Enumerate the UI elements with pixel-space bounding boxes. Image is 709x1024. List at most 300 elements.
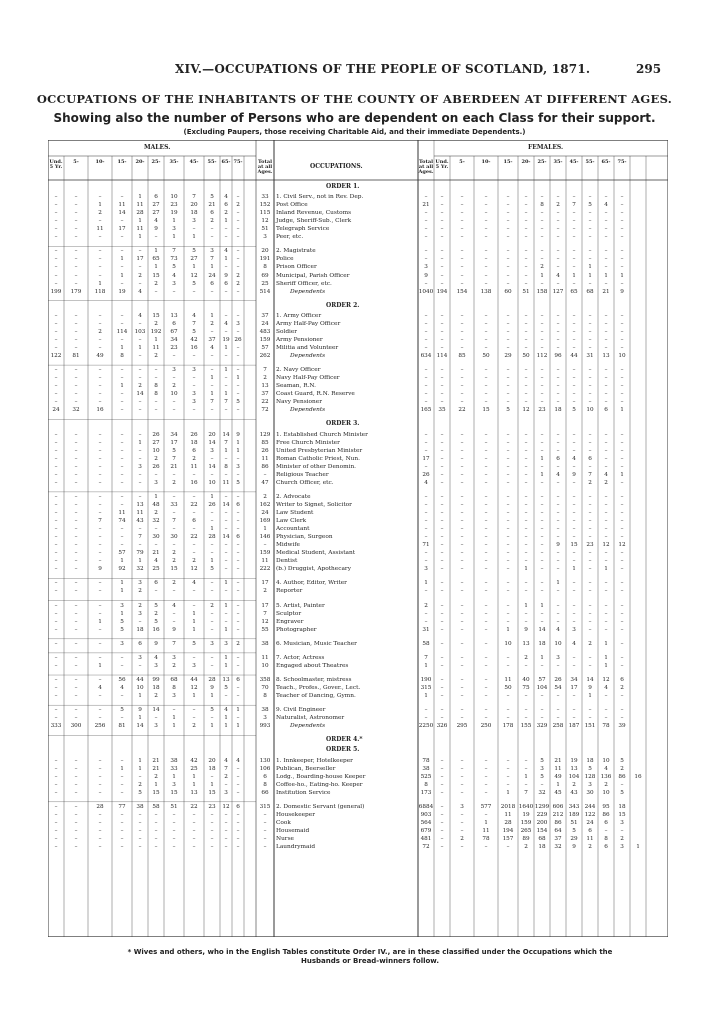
male-cell: 2 [236, 640, 240, 647]
male-cell: – [120, 479, 124, 486]
male-cell: 152 [259, 202, 271, 209]
male-cell: – [172, 407, 176, 414]
male-cell: – [74, 336, 78, 343]
female-cell: – [440, 765, 444, 772]
female-cell: – [620, 447, 624, 454]
male-cell: – [74, 312, 78, 319]
female-cell: – [440, 566, 444, 573]
male-cell: – [74, 463, 78, 470]
male-cell: 1 [192, 693, 196, 700]
male-cell: 2 [263, 375, 267, 382]
male-cell: – [74, 610, 78, 617]
male-cell: 49 [96, 353, 104, 360]
female-cell: – [506, 226, 510, 233]
female-cell: – [440, 194, 444, 201]
male-col-header: 10- [95, 159, 105, 165]
male-cell: – [120, 280, 124, 287]
female-cell: 58 [422, 640, 430, 647]
female-cell: 18 [554, 407, 562, 414]
male-cell: – [172, 707, 176, 714]
male-cell: – [98, 248, 102, 255]
male-cell: – [192, 715, 196, 722]
male-cell: – [138, 248, 142, 255]
female-cell: 138 [480, 288, 492, 295]
female-cell: 1 [524, 773, 528, 780]
male-cell: 2 [138, 602, 142, 609]
female-cell: – [556, 320, 560, 327]
male-cell: 13 [136, 501, 144, 508]
female-cell: – [506, 320, 510, 327]
male-cell: – [74, 479, 78, 486]
female-cell: – [556, 264, 560, 271]
male-cell: 3 [224, 640, 228, 647]
male-cell: 4 [172, 272, 176, 279]
male-cell: 9 [210, 685, 214, 692]
female-cell: – [588, 626, 592, 633]
female-cell: – [556, 336, 560, 343]
female-cell: 60 [504, 288, 512, 295]
female-cell: 5 [588, 765, 592, 772]
occupation-label: Dependents [290, 407, 326, 414]
male-cell: – [172, 819, 176, 826]
female-cell: – [484, 715, 488, 722]
female-cell: – [524, 765, 528, 772]
female-cell: – [424, 501, 428, 508]
female-cell: 24 [586, 819, 594, 826]
female-cell: 19 [570, 757, 578, 764]
male-cell: 37 [261, 391, 269, 398]
male-cell: – [210, 811, 214, 818]
male-cell: – [98, 234, 102, 241]
female-cell: – [604, 693, 608, 700]
female-cell: 44 [570, 353, 578, 360]
male-cell: 26 [190, 431, 198, 438]
male-cell: – [210, 226, 214, 233]
female-cell: – [460, 715, 464, 722]
female-cell: – [556, 256, 560, 263]
male-cell: – [120, 654, 124, 661]
male-cell: 5 [224, 685, 228, 692]
male-cell: 51 [261, 226, 269, 233]
female-cell: 128 [584, 773, 596, 780]
male-cell: 1 [138, 439, 142, 446]
female-cell: – [460, 218, 464, 225]
male-cell: 3 [210, 447, 214, 454]
female-cell: – [604, 455, 608, 462]
male-cell: 26 [261, 447, 269, 454]
female-cell: – [506, 518, 510, 525]
occupation-label: Engraver [276, 618, 304, 625]
male-cell: – [54, 383, 58, 390]
female-cell: – [588, 618, 592, 625]
female-cell: – [604, 707, 608, 714]
male-cell: 3 [172, 781, 176, 788]
male-cell: – [263, 819, 267, 826]
female-cell: 1 [540, 455, 544, 462]
male-cell: 4 [224, 707, 228, 714]
female-cell: – [604, 610, 608, 617]
female-cell: – [524, 693, 528, 700]
female-cell: 2 [540, 264, 544, 271]
male-cell: – [74, 218, 78, 225]
male-cell: 11 [118, 202, 126, 209]
male-cell: 11 [96, 226, 104, 233]
male-cell: 1 [210, 526, 214, 533]
female-cell: – [484, 844, 488, 851]
female-cell: – [506, 383, 510, 390]
male-cell: – [120, 439, 124, 446]
male-cell: – [236, 493, 240, 500]
male-cell: 8 [263, 693, 267, 700]
male-cell: – [236, 654, 240, 661]
female-cell: – [604, 463, 608, 470]
male-cell: 21 [152, 765, 160, 772]
male-cell: – [224, 550, 228, 557]
male-cell: 1 [210, 493, 214, 500]
male-cell: – [98, 344, 102, 351]
female-cell: 6 [588, 455, 592, 462]
male-cell: – [236, 210, 240, 217]
male-cell: – [224, 312, 228, 319]
male-cell: – [224, 844, 228, 851]
male-cell: 27 [152, 202, 160, 209]
male-cell: 28 [136, 210, 144, 217]
female-cell: – [484, 707, 488, 714]
female-col-header: 20- [521, 159, 531, 165]
male-cell: – [154, 407, 158, 414]
male-cell: 13 [170, 312, 178, 319]
occupation-label: Sculptor [276, 610, 302, 617]
female-cell: – [440, 715, 444, 722]
female-cell: – [588, 431, 592, 438]
female-cell: – [540, 312, 544, 319]
female-cell: 21 [602, 288, 610, 295]
female-cell: – [484, 312, 488, 319]
female-cell: – [506, 272, 510, 279]
female-cell: – [484, 447, 488, 454]
female-cell: – [440, 580, 444, 587]
female-cell: – [506, 715, 510, 722]
female-cell: 26 [554, 677, 562, 684]
male-cell: 4 [224, 194, 228, 201]
female-cell: – [540, 194, 544, 201]
male-cell: – [98, 375, 102, 382]
male-cell: 33 [261, 194, 269, 201]
female-cell: – [620, 618, 624, 625]
male-cell: 2 [210, 602, 214, 609]
occupation-label: Dependents [290, 288, 326, 295]
female-cell: – [460, 566, 464, 573]
male-cell: 1 [172, 234, 176, 241]
male-cell: – [138, 280, 142, 287]
female-cell: 104 [568, 773, 580, 780]
male-cell: 1 [224, 723, 228, 730]
male-cell: – [154, 819, 158, 826]
female-cell: – [588, 399, 592, 406]
female-cell: – [540, 218, 544, 225]
male-cell: 11 [136, 509, 144, 516]
male-col-header: 75- [233, 159, 243, 165]
female-cell: – [524, 618, 528, 625]
male-cell: – [236, 248, 240, 255]
male-cell: – [54, 566, 58, 573]
male-cell: 85 [261, 439, 269, 446]
female-cell: – [540, 479, 544, 486]
female-cell: – [540, 234, 544, 241]
female-cell: – [506, 248, 510, 255]
female-cell: – [460, 280, 464, 287]
female-cell: – [572, 715, 576, 722]
male-cell: 2 [154, 693, 158, 700]
female-cell: – [540, 447, 544, 454]
female-cell: – [556, 280, 560, 287]
male-cell: – [210, 550, 214, 557]
female-cell: – [604, 618, 608, 625]
female-cell: – [506, 534, 510, 541]
female-cell: – [620, 383, 624, 390]
female-cell: 114 [436, 353, 448, 360]
male-cell: – [98, 391, 102, 398]
male-cell: – [54, 588, 58, 595]
female-cell: – [604, 280, 608, 287]
male-cell: 192 [150, 328, 162, 335]
female-cell: – [460, 272, 464, 279]
male-cell: – [74, 715, 78, 722]
female-cell: – [524, 375, 528, 382]
male-cell: – [138, 773, 142, 780]
female-cell: – [484, 580, 488, 587]
male-cell: 1 [236, 439, 240, 446]
female-cell: 9 [572, 471, 576, 478]
male-cell: – [120, 757, 124, 764]
male-cell: – [74, 194, 78, 201]
male-cell: 11 [222, 479, 230, 486]
male-cell: – [224, 383, 228, 390]
male-cell: – [54, 827, 58, 834]
male-cell: – [138, 336, 142, 343]
male-cell: 11 [118, 509, 126, 516]
male-cell: – [172, 353, 176, 360]
male-cell: – [224, 471, 228, 478]
male-cell: 1 [120, 580, 124, 587]
female-cell: – [540, 439, 544, 446]
male-cell: – [138, 662, 142, 669]
male-cell: 18 [190, 210, 198, 217]
occupation-label: 7. Actor, Actress [276, 654, 325, 661]
male-cell: – [120, 693, 124, 700]
female-cell: – [524, 518, 528, 525]
female-cell: – [604, 558, 608, 565]
male-cell: – [54, 819, 58, 826]
male-cell: – [98, 509, 102, 516]
male-cell: – [98, 640, 102, 647]
female-cell: – [460, 455, 464, 462]
male-cell: – [154, 375, 158, 382]
female-cell: – [604, 588, 608, 595]
male-cell: 4 [138, 312, 142, 319]
male-cell: 19 [222, 336, 230, 343]
female-cell: – [620, 781, 624, 788]
occupation-label: Telegraph Service [276, 226, 330, 233]
female-cell: 5 [572, 407, 576, 414]
female-cell: – [572, 280, 576, 287]
female-cell: – [588, 463, 592, 470]
female-cell: – [424, 463, 428, 470]
female-cell: – [424, 320, 428, 327]
female-cell: – [440, 493, 444, 500]
male-cell: – [74, 399, 78, 406]
male-cell: – [98, 320, 102, 327]
female-cell: – [440, 455, 444, 462]
female-cell: – [506, 781, 510, 788]
female-cell: – [440, 383, 444, 390]
male-cell: 21 [208, 202, 216, 209]
female-cell: – [440, 534, 444, 541]
male-cell: 81 [118, 723, 126, 730]
female-cell: 51 [522, 288, 530, 295]
male-cell: – [74, 580, 78, 587]
male-cell: – [120, 827, 124, 834]
occupation-label: Teacher of Dancing, Gymn. [276, 693, 356, 700]
male-cell: – [54, 447, 58, 454]
male-cell: – [74, 781, 78, 788]
male-cell: 3 [192, 218, 196, 225]
male-cell: 1 [224, 715, 228, 722]
male-cell: – [224, 493, 228, 500]
male-cell: – [74, 256, 78, 263]
female-cell: – [440, 835, 444, 842]
female-cell: – [572, 662, 576, 669]
male-cell: 1 [192, 781, 196, 788]
male-cell: 7 [263, 610, 267, 617]
male-cell: 199 [50, 288, 62, 295]
female-cell: – [440, 707, 444, 714]
female-cell: – [484, 455, 488, 462]
occupation-label: 8. Schoolmaster, mistress [276, 677, 352, 684]
female-cell: – [460, 463, 464, 470]
male-cell: 14 [118, 210, 126, 217]
male-cell: 25 [261, 280, 269, 287]
female-cell: – [524, 542, 528, 549]
female-cell: – [556, 526, 560, 533]
female-cell: – [524, 526, 528, 533]
female-cell: – [424, 336, 428, 343]
female-cell: – [524, 463, 528, 470]
male-cell: – [224, 542, 228, 549]
female-cell: – [604, 493, 608, 500]
male-cell: 15 [170, 789, 178, 796]
occupation-label: Institution Service [276, 789, 331, 796]
female-cell: – [620, 463, 624, 470]
female-cell: – [524, 431, 528, 438]
female-cell: – [484, 509, 488, 516]
male-cell: 2 [98, 328, 102, 335]
female-cell: – [484, 654, 488, 661]
female-cell: 154 [456, 288, 468, 295]
male-cell: – [172, 835, 176, 842]
female-cell: 30 [586, 789, 594, 796]
female-col-header: Total at all Ages. [418, 159, 434, 175]
female-cell: – [620, 662, 624, 669]
running-title: XIV.—OCCUPATIONS OF THE PEOPLE OF SCOTLAND, 1871. [175, 62, 591, 76]
female-cell: – [556, 558, 560, 565]
male-cell: 5 [236, 479, 240, 486]
female-cell: 1 [572, 566, 576, 573]
female-cell: 5 [540, 757, 544, 764]
female-cell: – [484, 618, 488, 625]
female-cell: – [460, 757, 464, 764]
female-cell: – [556, 344, 560, 351]
male-cell: 115 [259, 210, 271, 217]
male-cell: – [120, 819, 124, 826]
order-heading: ORDER 5. [326, 746, 360, 754]
female-cell: 10 [554, 640, 562, 647]
male-cell: – [74, 226, 78, 233]
male-cell: 10 [136, 685, 144, 692]
male-cell: – [120, 399, 124, 406]
female-cell: – [460, 312, 464, 319]
male-cell: 1 [154, 336, 158, 343]
male-cell: – [74, 588, 78, 595]
male-cell: 9 [98, 566, 102, 573]
female-cell: 1040 [418, 288, 434, 295]
female-cell: – [506, 375, 510, 382]
male-cell: – [224, 827, 228, 834]
female-cell: 12 [602, 677, 610, 684]
male-cell: 1 [224, 580, 228, 587]
female-cell: 1299 [534, 803, 550, 810]
female-cell: 3 [588, 781, 592, 788]
male-cell: – [54, 312, 58, 319]
female-cell: – [620, 715, 624, 722]
male-cell: 12 [261, 218, 269, 225]
female-cell: – [556, 610, 560, 617]
male-cell: 103 [134, 328, 146, 335]
female-cell: – [524, 391, 528, 398]
female-cell: – [604, 439, 608, 446]
male-cell: 4 [120, 685, 124, 692]
female-cell: – [604, 312, 608, 319]
male-cell: – [120, 375, 124, 382]
male-cell: 2 [224, 773, 228, 780]
male-cell: 16 [190, 344, 198, 351]
female-cell: – [524, 781, 528, 788]
male-cell: – [98, 312, 102, 319]
female-cell: – [604, 336, 608, 343]
female-cell: – [506, 501, 510, 508]
male-cell: – [138, 471, 142, 478]
male-cell: 2 [154, 455, 158, 462]
female-cell: – [506, 618, 510, 625]
female-cell: 3 [460, 803, 464, 810]
male-cell: 3 [172, 693, 176, 700]
occupation-label: Inland Revenue, Customs [276, 210, 352, 217]
male-cell: 6 [224, 202, 228, 209]
female-cell: 2 [588, 479, 592, 486]
male-cell: – [236, 455, 240, 462]
female-cell: – [460, 256, 464, 263]
male-cell: – [98, 602, 102, 609]
male-cell: – [74, 693, 78, 700]
female-cell: – [506, 194, 510, 201]
male-cell: – [54, 835, 58, 842]
male-cell: – [98, 580, 102, 587]
male-cell: 4 [224, 320, 228, 327]
male-cell: – [74, 773, 78, 780]
male-cell: – [236, 558, 240, 565]
male-cell: – [98, 218, 102, 225]
female-cell: 127 [552, 288, 564, 295]
